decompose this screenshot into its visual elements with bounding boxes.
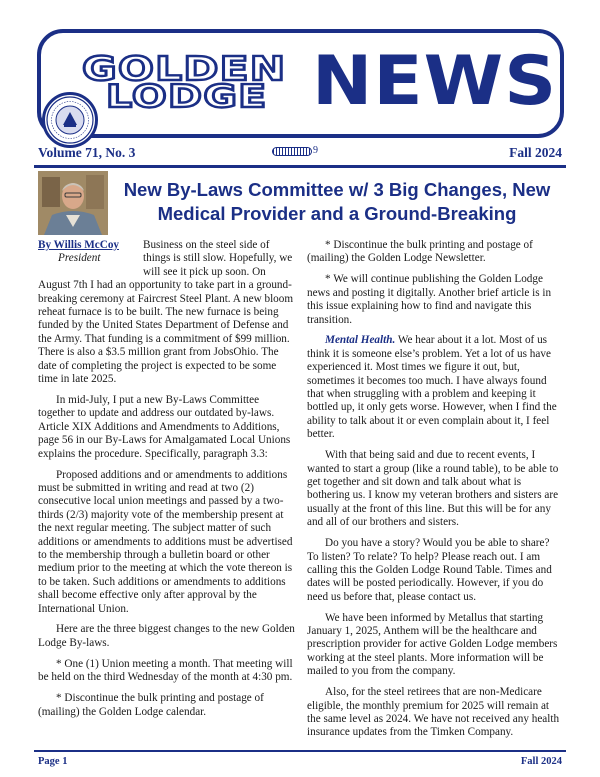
article-paragraph: * Discontinue the bulk printing and postage of (mailing) the Golden Lodge calendar.: [38, 692, 264, 718]
left-column: [38, 239, 296, 726]
article-paragraph: In mid-July, I put a new By-Laws Committee together to update and address our outdated by-laws. Article XIX Additions and Amendments to Additions, page 56 in our By-Laws for Amalgamated Local Unions explains the procedure. Specifically, paragraph 3.3:: [38, 393, 291, 460]
bottom-rule: [34, 750, 566, 752]
ornament-number: 9: [313, 145, 318, 156]
article-headline: New By-Laws Committee w/ 3 Big Changes, New Medical Provider and a Ground-Breaking: [123, 179, 551, 224]
article-paragraph: We have been informed by Metallus that starting January 1, 2025, Anthem will be the healthcare and prescription provider for active Golden Lodge members working at the steel plants. More information will be mailed to you from the company.: [307, 611, 558, 678]
footer-date: Fall 2024: [520, 756, 562, 767]
page-number: Page 1: [38, 756, 68, 767]
paragraph-text: Business on the steel side of things is still slow. Hopefully, we will see it pick up soon. On August 7th I had an opportunity to take part in a ground-breaking ceremony at Faircrest Steel Plant. A new bloom reheat furnace is to be built. The new furnace is being funded by the United States Department of Defense and the Army. That funding is a commitment of $99 million. There is also a $3.5 million grant from JobsOhio. The date of completing the project is expected to be some time in late 2025.: [38, 239, 294, 386]
article-paragraph: * One (1) Union meeting a month. That meeting will be held on the third Wednesday of the month at 4:30 pm.: [38, 657, 293, 684]
byline-author: By Willis McCoy: [38, 239, 120, 251]
article-paragraph: [38, 239, 296, 386]
section-lead-mental-health: Mental Health.: [325, 334, 396, 347]
article-paragraph: With that being said and due to recent events, I wanted to start a group (like a round table), to be able to get together and sit down and talk about what is bothering us. I know my veteran brothers and sisters are usually at the front of this line. But this will be for any and all of our brothers and sisters.: [307, 449, 559, 529]
article-paragraph: * Discontinue the bulk printing and postage of (mailing) the Golden Lodge Newsletter.: [307, 239, 533, 265]
seal-emblem-icon: [45, 95, 95, 145]
right-column: [307, 239, 562, 747]
top-rule: [34, 165, 566, 168]
byline-role: President: [58, 252, 101, 265]
masthead-lodge: LODGE: [106, 79, 268, 115]
article-paragraph: [307, 334, 562, 441]
issue-date: Fall 2024: [509, 145, 562, 160]
byline-block: [38, 239, 143, 269]
article-paragraph: * We will continue publishing the Golden Lodge news and posting it digitally. Another brief article is in this issue explaining how to find and navigate this transition.: [307, 273, 552, 326]
author-photo: [38, 171, 108, 235]
issue-volume: Volume 71, No. 3: [38, 145, 136, 160]
masthead-golden: GOLDEN: [82, 49, 287, 88]
paragraph-text: We hear about it a lot. Most of us think it is someone else’s problem. Yet a lot of us have experienced it. Most times we figure it out, but, sometimes it becomes too much. I have always found that when struggling with a problem and keeping it bottled up, it only gets worse. However, when I find the ability to talk about it or even complain about it, I feel better.: [307, 334, 557, 441]
article-paragraph: Here are the three biggest changes to the new Golden Lodge By-laws.: [38, 623, 295, 649]
union-seal-logo: [42, 92, 98, 148]
masthead-news: NEWS: [312, 42, 558, 121]
article-paragraph: Proposed additions and or amendments to additions must be submitted in writing and read at two (2) consecutive local union meetings and passed by a two-thirds (2/3) majority vote of the membership present at the next regular meeting. The subject matter of such additions or amendments to additions must be advertised to the membership through a bulletin board or other medium prior to the meeting at which the vote thereon is to be taken. Such additions or amendments to additions shall become effective only after approval by the International Union.: [38, 468, 293, 615]
article-paragraph: Also, for the steel retirees that are non-Medicare eligible, the monthly premium for 2025 will remain at the same level as 2024. We have not received any health insurance updates from the Timken Company.: [307, 686, 560, 739]
ornament-divider: [272, 147, 312, 156]
article-paragraph: Do you have a story? Would you be able to share? To listen? To relate? To help? Please reach out. I am calling this the Golden Lodge Round Table. Times and dates will be posted periodically. However, if you do need us before that, please contact us.: [307, 537, 552, 603]
